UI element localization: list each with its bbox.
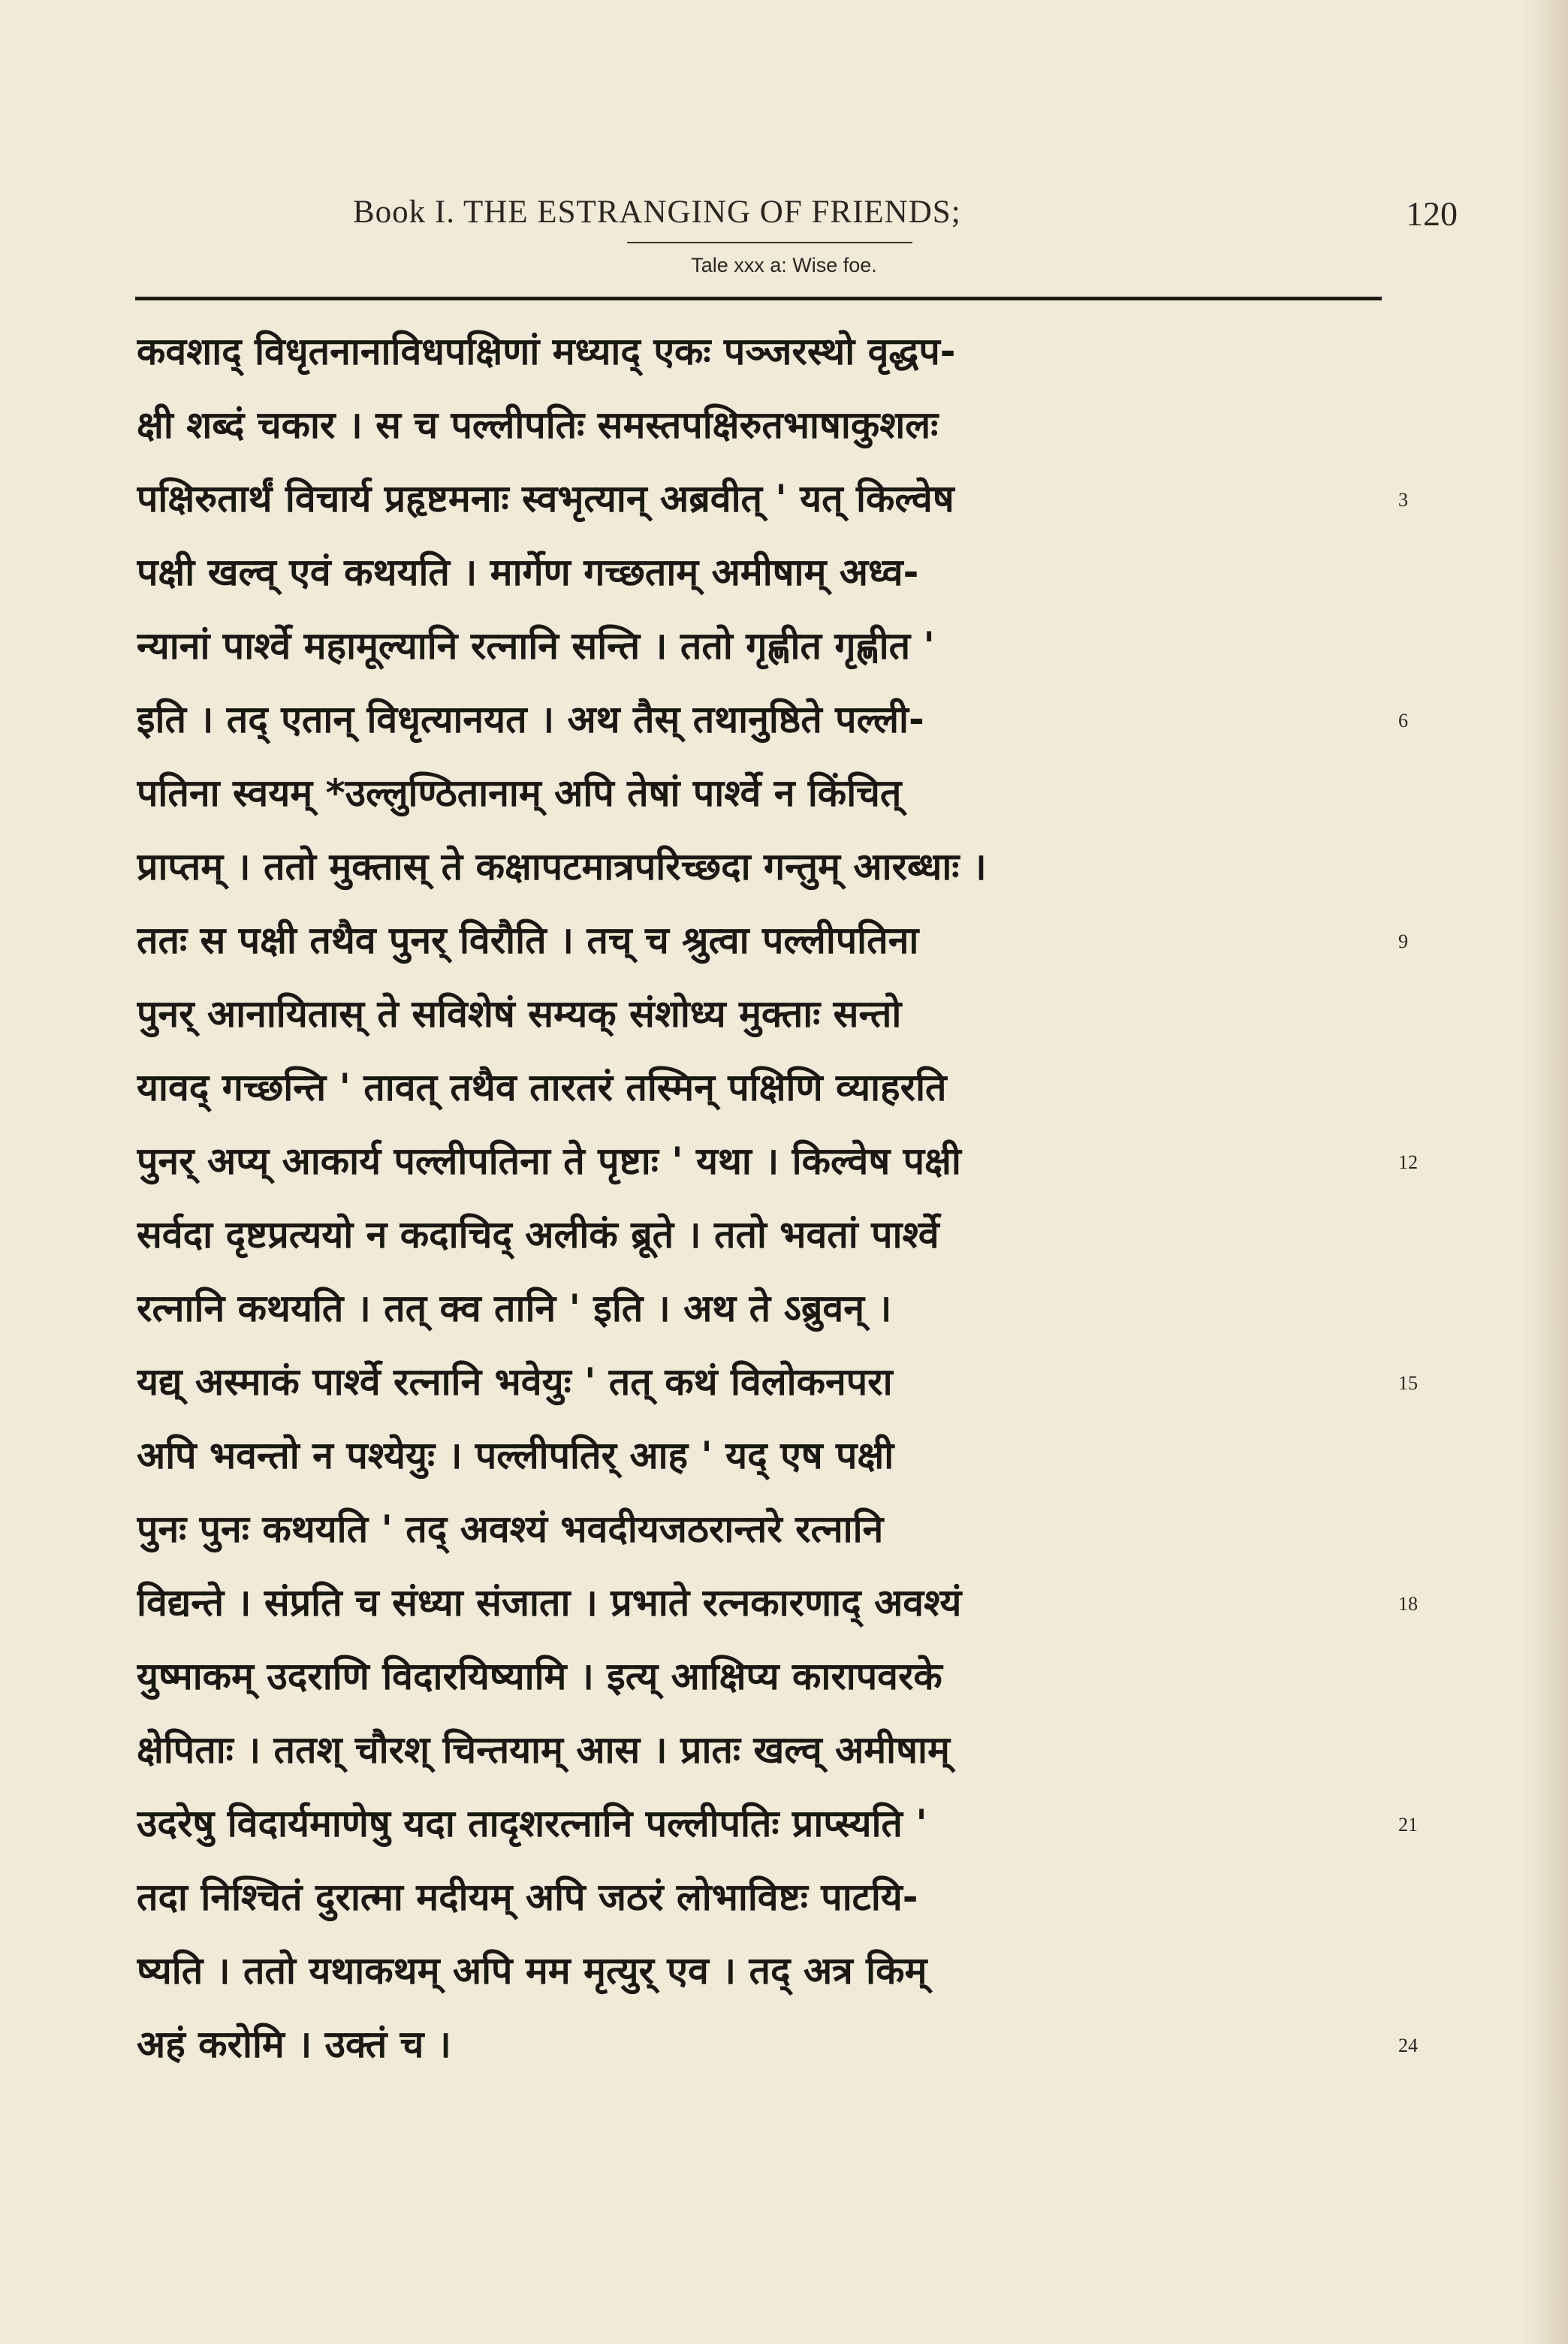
line-text: रत्नानि कथयति । तत् क्व तानि ' इति । अथ ते ऽब्रुवन् ।	[137, 1287, 892, 1330]
line-text: विद्यन्ते । संप्रति च संध्या संजाता । प्रभाते रत्नकारणाद् अवश्यं	[137, 1581, 962, 1625]
text-line	[137, 1055, 1413, 1129]
line-text: प्राप्तम् । ततो मुक्तास् ते कक्षापटमात्रपरिच्छदा गन्तुम् आरब्धाः ।	[137, 845, 987, 888]
line-number: 24	[1398, 2035, 1418, 2056]
text-line	[137, 540, 1413, 614]
line-text: पतिना स्वयम् *उल्लुण्ठितानाम् अपि तेषां पार्श्वे न किंचित्	[137, 771, 902, 815]
text-line	[137, 614, 1413, 687]
line-text: अहं करोमि । उक्तं च ।	[137, 2023, 451, 2066]
line-text: सर्वदा दृष्टप्रत्ययो न कदाचिद् अलीकं ब्रूते । ततो भवतां पार्श्वे	[137, 1213, 939, 1256]
line-number: 6	[1398, 710, 1408, 732]
line-number: 9	[1398, 931, 1408, 952]
page-number: 120	[1406, 195, 1458, 233]
line-text: ततः स पक्षी तथैव पुनर् विरौति । तच् च श्रुत्वा पल्लीपतिना	[137, 919, 919, 962]
line-text: अपि भवन्तो न पश्येयुः । पल्लीपतिर् आह ' यद् एष पक्षी	[137, 1434, 894, 1477]
line-text: यावद् गच्छन्ति ' तावत् तथैव तारतरं तस्मिन् पक्षिणि व्याहरति	[137, 1066, 947, 1109]
text-line	[137, 1423, 1413, 1497]
line-text: पुनर् आनायितास् ते सविशेषं सम्यक् संशोध्य मुक्ताः सन्तो	[137, 992, 902, 1036]
text-line	[137, 908, 1413, 982]
sanskrit-text-block	[137, 319, 1418, 2086]
text-line	[137, 1497, 1413, 1570]
page-edge-shadow	[1523, 0, 1568, 2344]
text-line	[137, 393, 1413, 466]
text-line	[137, 319, 1413, 393]
line-number: 18	[1398, 1593, 1418, 1615]
header-title: Book I. THE ESTRANGING OF FRIENDS;	[353, 195, 961, 230]
line-number: 3	[1398, 489, 1408, 511]
line-text: न्यानां पार्श्वे महामूल्यानि रत्नानि सन्ति । ततो गृह्णीत गृह्णीत '	[137, 624, 935, 668]
header-underline	[627, 242, 912, 243]
text-line	[137, 1570, 1418, 1644]
text-line	[137, 687, 1413, 761]
text-line	[137, 761, 1413, 834]
line-text: कवशाद् विधृतनानाविधपक्षिणां मध्याद् एकः पञ्जरस्थो वृद्धप-	[137, 330, 956, 373]
running-header	[0, 188, 1568, 248]
text-line	[137, 1938, 1413, 2012]
line-text: पुनर् अप्य् आकार्य पल्लीपतिना ते पृष्टाः ' यथा । किल्वेष पक्षी	[137, 1139, 961, 1183]
text-line	[137, 466, 1413, 540]
line-text: क्षी शब्दं चकार । स च पल्लीपतिः समस्तपक्षिरुतभाषाकुशलः	[137, 403, 939, 447]
text-line	[137, 1718, 1413, 1791]
line-text: यद्य् अस्माकं पार्श्वे रत्नानि भवेयुः ' तत् कथं विलोकनपरा	[137, 1360, 893, 1404]
line-text: ष्यति । ततो यथाकथम् अपि मम मृत्युर् एव । तद् अत्र किम्	[137, 1949, 927, 1993]
line-text: इति । तद् एतान् विधृत्यानयत । अथ तैस् तथानुष्ठिते पल्ली-	[137, 698, 924, 741]
header-rule	[135, 297, 1382, 300]
line-text: उदरेषु विदार्यमाणेषु यदा तादृशरत्नानि पल्लीपतिः प्राप्स्यति '	[137, 1802, 927, 1845]
text-line	[137, 834, 1413, 908]
line-number: 15	[1398, 1372, 1418, 1394]
line-text: पक्षी खल्व् एवं कथयति । मार्गेण गच्छताम् अमीषाम् अध्व-	[137, 551, 919, 594]
line-text: क्षेपिताः । ततश् चौरश् चिन्तयाम् आस । प्रातः खल्व् अमीषाम्	[137, 1728, 950, 1772]
text-line	[137, 1276, 1413, 1350]
line-text: तदा निश्चितं दुरात्मा मदीयम् अपि जठरं लोभाविष्टः पाटयि-	[137, 1875, 918, 1919]
text-line	[137, 2012, 1418, 2086]
text-line	[137, 1865, 1413, 1938]
line-text: पक्षिरुतार्थं विचार्य प्रहृष्टमनाः स्वभृत्यान् अब्रवीत् ' यत् किल्वेष	[137, 477, 954, 520]
tale-subtitle: Tale xxx a: Wise foe.	[691, 254, 877, 276]
line-number: 12	[1398, 1151, 1418, 1173]
line-text: युष्माकम् उदराणि विदारयिष्यामि । इत्य् आक्षिप्य कारापवरके	[137, 1655, 942, 1698]
line-text: पुनः पुनः कथयति ' तद् अवश्यं भवदीयजठरान्तरे रत्नानि	[137, 1507, 884, 1551]
text-line	[137, 1129, 1418, 1202]
text-line	[137, 1202, 1413, 1276]
text-line	[137, 982, 1413, 1055]
text-line	[137, 1350, 1418, 1423]
text-line	[137, 1791, 1418, 1865]
line-number: 21	[1398, 1814, 1418, 1836]
text-line	[137, 1644, 1413, 1718]
